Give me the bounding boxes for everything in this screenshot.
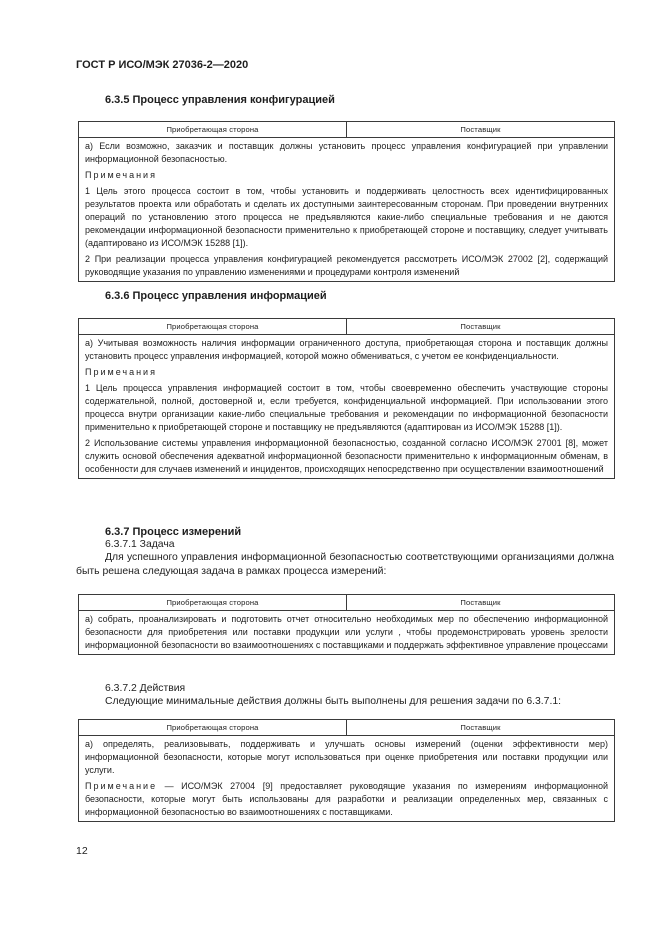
task-paragraph: Для успешного управления информационной безопасностью соответствующими организациями должна быть решена следующая задача в рамках процесса измерений: <box>76 552 614 577</box>
note-item: 2 Использование системы управления информационной безопасностью, созданной согласно ИСО/МЭК 27001 [8], может служить основой обеспечения адекватной информационной безопасности применительно к информационным обменам, в особенности для случаев изменений и инцидентов, происходящих непосредственно при осуществлении взаимоотношений <box>85 438 608 474</box>
table-6-3-6 <box>78 318 615 479</box>
section-heading-6-3-5: 6.3.5 Процесс управления конфигурацией <box>105 94 335 106</box>
note-item: 1 Цель процесса управления информацией состоит в том, чтобы своевременно обеспечить участвующие стороны содержательной, полной, достоверной и, если требуется, конфиденциальной информацией. При использовании этого процесса внутри организации какие-либо специальные требования и рекомендации по информационной безопасности применительно к приобретающей стороне и поставщику не предъявляются (адаптирован из ИСО/МЭК 15288 [1]). <box>85 383 608 432</box>
section-heading-6-3-6: 6.3.6 Процесс управления информацией <box>105 290 327 302</box>
column-header-supplier: Поставщик <box>347 122 615 138</box>
subsection-title-6-3-7-1: 6.3.7.1 Задача <box>105 539 175 550</box>
requirement-item: а) Учитывая возможность наличия информации ограниченного доступа, приобретающая сторона и поставщик должны установить процесс управления информацией, которой можно обмениваться, с учетом ее конфиденциальности. <box>85 338 608 361</box>
column-header-supplier: Поставщик <box>347 319 615 335</box>
notes-label: Примечания <box>85 170 157 180</box>
actions-paragraph: Следующие минимальные действия должны быть выполнены для решения задачи по 6.3.7.1: <box>105 696 562 707</box>
requirement-item: а) собрать, проанализировать и подготовить отчет относительно необходимых мер по обеспечению информационной безопасности для приобретения или поставки продукции или услуги , чтобы продемонстрировать уровень зрелости информационной безопасности во взаимоотношениях с поставщиками и поддержать эффективное управление процессами <box>85 614 608 650</box>
column-header-acquirer: Приобретающая сторона <box>79 122 347 138</box>
section-heading-6-3-7: 6.3.7 Процесс измерений <box>105 526 242 538</box>
table-6-3-7-2 <box>78 719 615 822</box>
table-cell <box>79 736 615 822</box>
note-label: Примечание <box>85 781 158 791</box>
table-cell <box>79 611 615 655</box>
column-header-acquirer: Приобретающая сторона <box>79 720 347 736</box>
column-header-supplier: Поставщик <box>347 595 615 611</box>
note-item: 2 При реализации процесса управления конфигурацией рекомендуется рассмотреть ИСО/МЭК 27002 [2], содержащий руководящие указания по управлению изменениями и процедурами контроля изменений <box>85 254 608 277</box>
requirement-item: а) определять, реализовывать, поддерживать и улучшать основы измерений (оценки эффективности мер) информационной безопасности, которые могут использоваться при оценке приобретения или поставки продукции или услуги. <box>85 739 608 775</box>
document-header: ГОСТ Р ИСО/МЭК 27036-2—2020 <box>76 59 249 71</box>
table-cell <box>79 138 615 282</box>
table-6-3-5 <box>78 121 615 282</box>
requirement-item: а) Если возможно, заказчик и поставщик должны установить процесс управления конфигурацией при управлении информационной безопасностью. <box>85 141 608 164</box>
notes-label: Примечания <box>85 367 157 377</box>
table-6-3-7-1 <box>78 594 615 655</box>
table-cell <box>79 335 615 479</box>
subsection-title-6-3-7-2: 6.3.7.2 Действия <box>105 683 186 694</box>
column-header-acquirer: Приобретающая сторона <box>79 319 347 335</box>
note-item <box>85 780 608 819</box>
column-header-supplier: Поставщик <box>347 720 615 736</box>
note-item: 1 Цель этого процесса состоит в том, чтобы установить и поддерживать целостность всех идентифицированных результатов проекта или обработать и сделать их доступными заинтересованным сторонам. При проведении внутренних операций по установлению этого процесса не предъявляются какие-либо специальные требования и не даются рекомендации информационной безопасности применительно к приобретающей стороне и поставщику, следует учитывать (адаптировано из ИСО/МЭК 15288 [1]). <box>85 186 608 248</box>
page-number: 12 <box>76 845 88 857</box>
column-header-acquirer: Приобретающая сторона <box>79 595 347 611</box>
note-text: — ИСО/МЭК 27004 [9] предоставляет руководящие указания по измерениям информационной безопасности, которые могут быть использованы для разработки и реализации определенных мер, связанных с информационной безопасностью во взаимоотношениях с поставщиками. <box>85 781 608 817</box>
